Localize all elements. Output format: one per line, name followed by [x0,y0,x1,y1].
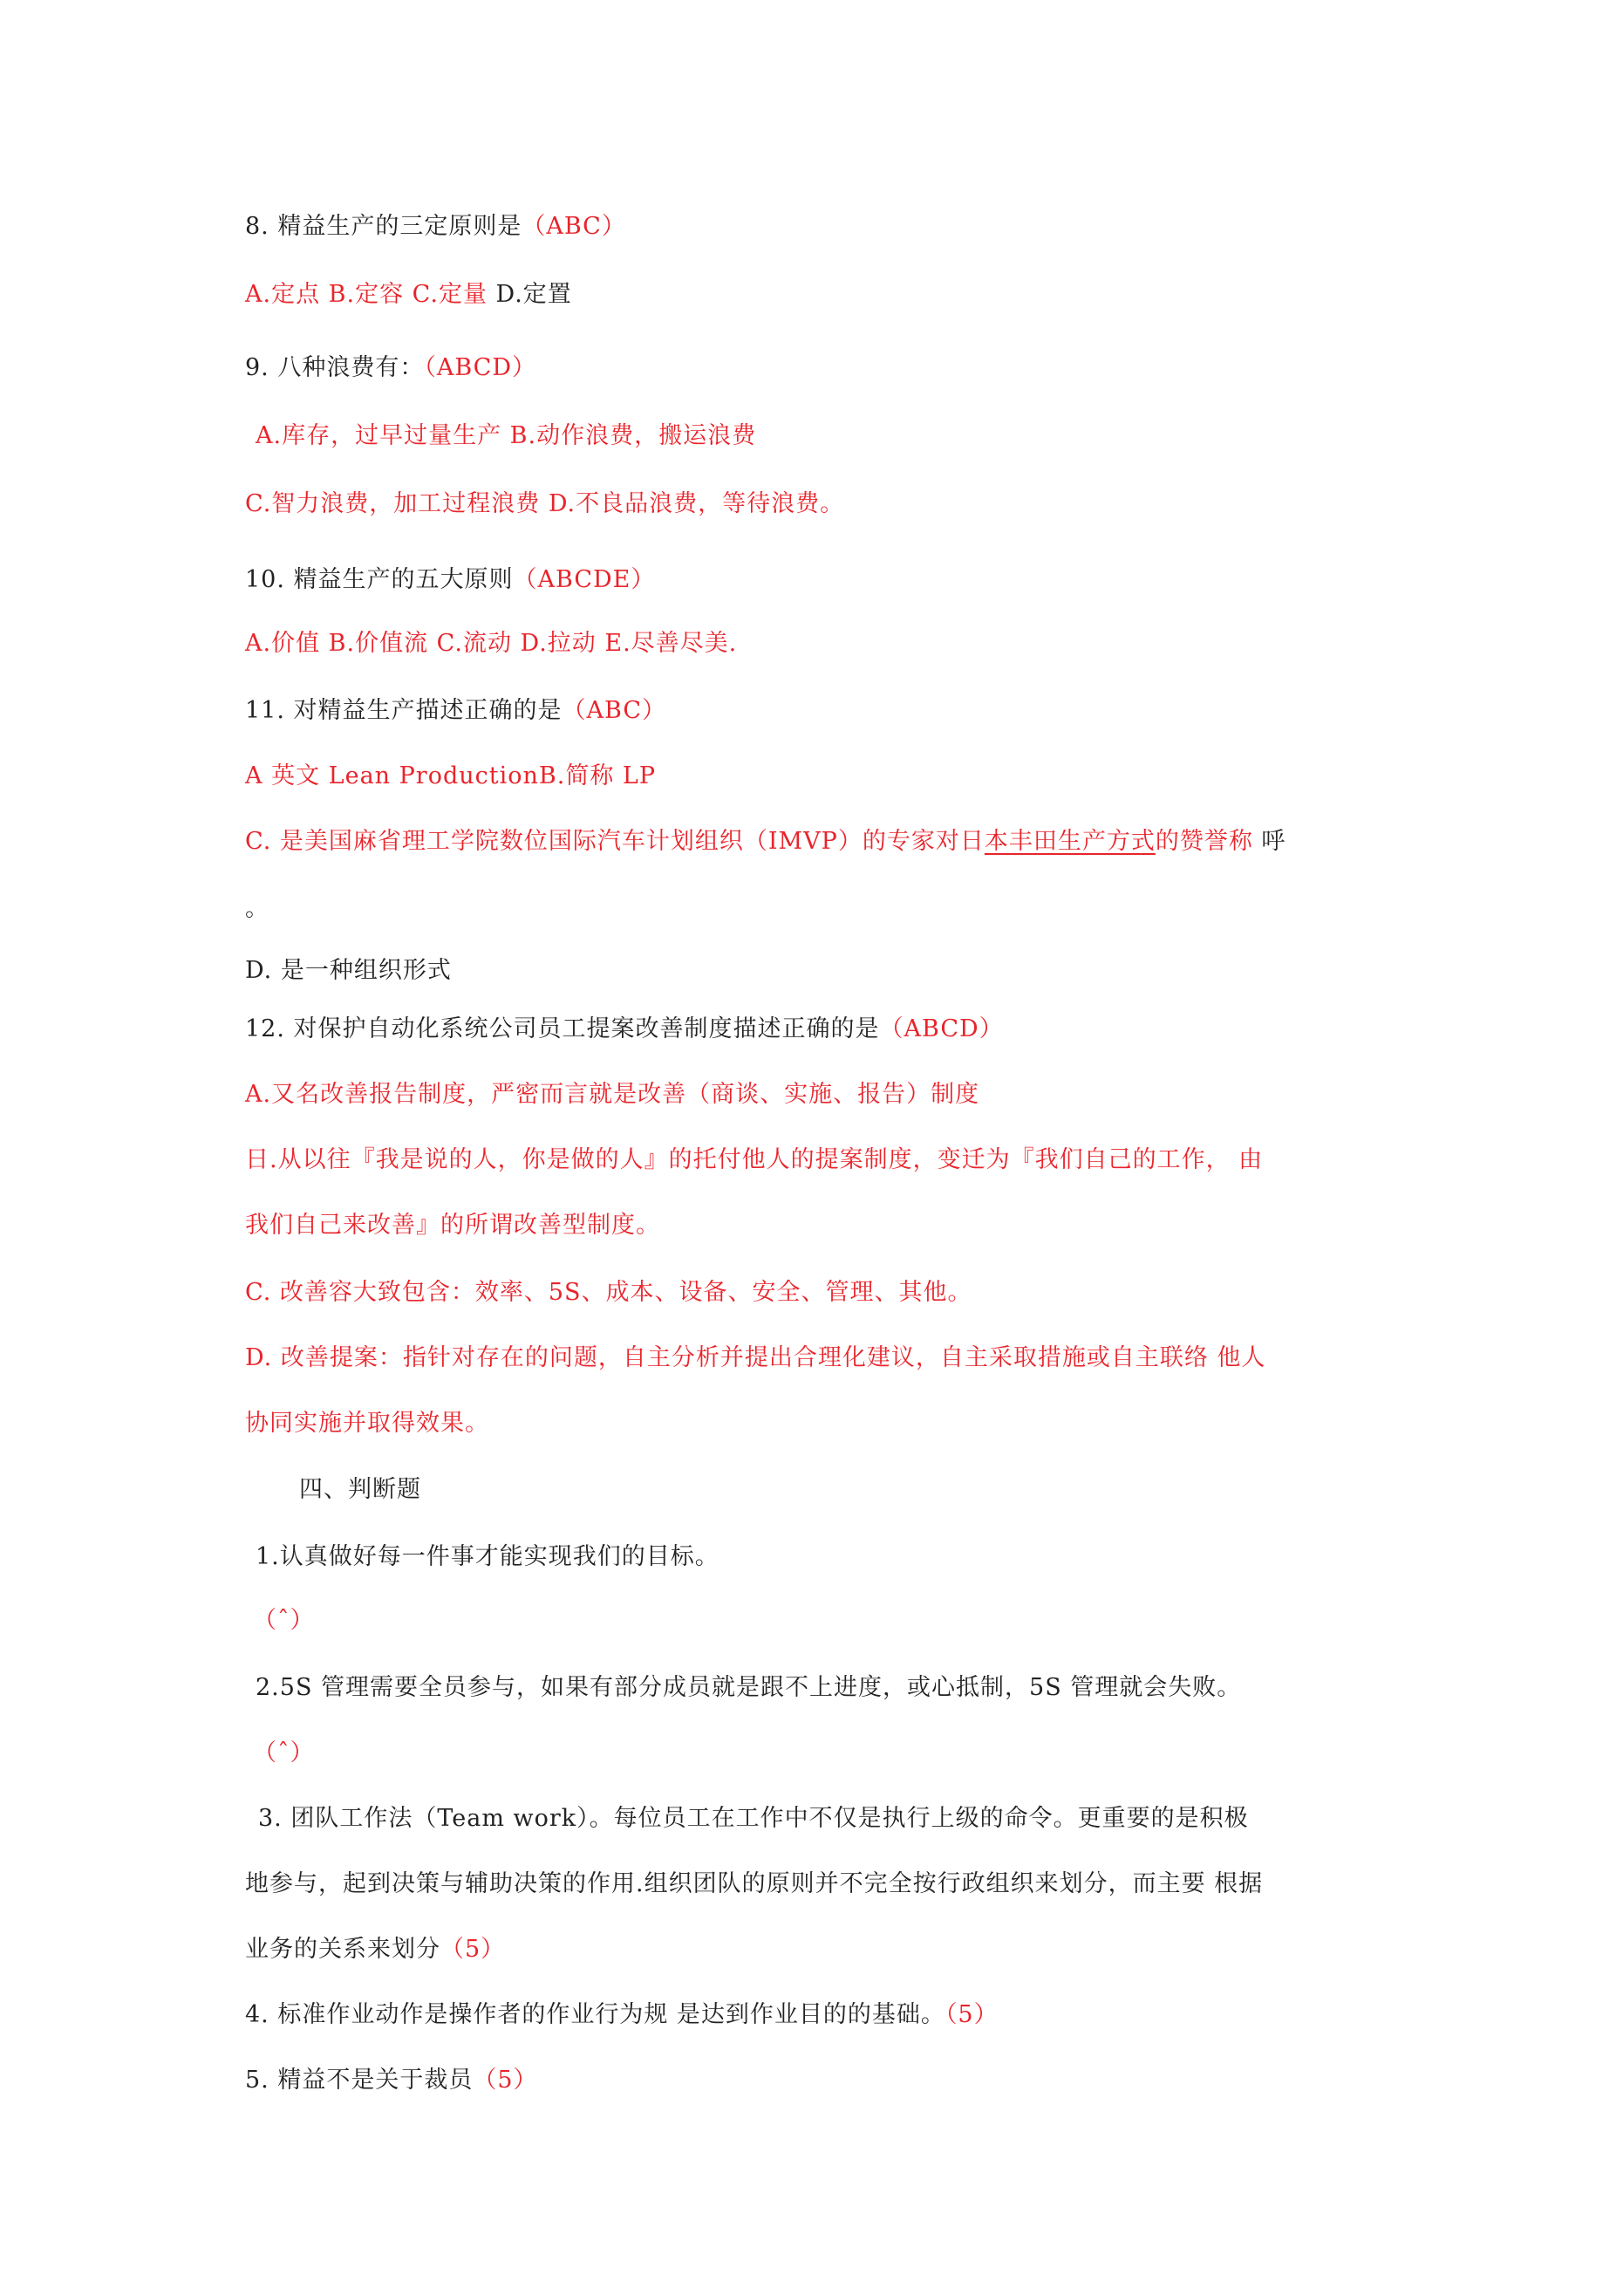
q8-options: A.定点 B.定容 C.定量 D.定置 [245,281,572,308]
q8-question: 8. 精益生产的三定原则是（ABC） [245,213,626,240]
judgement-3-answer: （5） [440,1936,506,1963]
q12-option-b-line2: 我们自己来改善』的所谓改善型制度。 [245,1212,660,1239]
q11-option-d: D. 是一种组织形式 [245,957,452,984]
q11-option-c-end: 。 [245,895,269,922]
q12-option-a: A.又名改善报告制度，严密而言就是改善（商谈、实施、报告）制度 [245,1081,980,1108]
q11-answer: （ABC） [562,697,667,724]
judgement-5-answer: （5） [473,2067,538,2094]
judgement-4-answer: （5） [944,2001,999,2028]
section-heading: 四、判断题 [299,1476,421,1503]
q9-answer: （ABCD） [424,354,536,381]
judgement-3-line3: 业务的关系来划分（5） [245,1936,506,1963]
q12-answer: （ABCD） [879,1015,1004,1042]
q10-options: A.价值 B.价值流 C.流动 D.拉动 E.尽善尽美. [245,630,738,657]
judgement-2-answer: （ˆ） [253,1739,315,1766]
q11-option-ab: A 英文 Lean ProductionB.简称 LP [245,762,656,789]
toyota-production-link[interactable]: 本丰田生产方式 [984,828,1156,855]
judgement-3-line1: 3. 团队工作法（Team work）。每位员工在工作中不仅是执行上级的命令。更重要的是积极 [258,1805,1249,1832]
q10-question: 10. 精益生产的五大原则（ABCDE） [245,566,656,593]
q12-option-c: C. 改善容大致包含：效率、5S、成本、设备、安全、管理、其他。 [245,1279,972,1306]
judgement-1-answer: （ˆ） [253,1607,315,1634]
q12-option-d-line1: D. 改善提案：指针对存在的问题，自主分析并提出合理化建议，自主采取措施或自主联络 他人 [245,1344,1266,1371]
q9-options-line2: C.智力浪费，加工过程浪费 D.不良品浪费，等待浪费。 [245,490,845,517]
judgement-2: 2.5S 管理需要全员参与，如果有部分成员就是跟不上进度，或心抵制，5S 管理就会失败。 [256,1674,1242,1701]
q8-answer: （ABC） [522,213,626,240]
judgement-4: 4. 标准作业动作是操作者的作业行为规 是达到作业目的的基础。（5） [245,2001,999,2028]
judgement-5: 5. 精益不是关于裁员（5） [245,2067,538,2094]
q12-option-b-line1: 日.从以往『我是说的人，你是做的人』的托付他人的提案制度，变迁为『我们自己的工作， 由 [245,1146,1264,1173]
q10-answer: （ABCDE） [513,566,656,593]
q12-option-d-line2: 协同实施并取得效果。 [245,1410,489,1437]
q12-question: 12. 对保护自动化系统公司员工提案改善制度描述正确的是（ABCD） [245,1015,1004,1042]
judgement-1: 1.认真做好每一件事才能实现我们的目标。 [256,1543,719,1570]
q9-question: 9. 八种浪费有：（ABCD） [245,354,536,381]
judgement-3-line2: 地参与，起到决策与辅助决策的作用.组织团队的原则并不完全按行政组织来划分，而主要 根据 [245,1870,1264,1897]
q9-options-line1: A.库存，过早过量生产 B.动作浪费，搬运浪费 [256,422,757,449]
q11-question: 11. 对精益生产描述正确的是（ABC） [245,697,667,724]
q11-option-c: C. 是美国麻省理工学院数位国际汽车计划组织（IMVP）的专家对日本丰田生产方式的赞誉称 呼 [245,828,1286,855]
